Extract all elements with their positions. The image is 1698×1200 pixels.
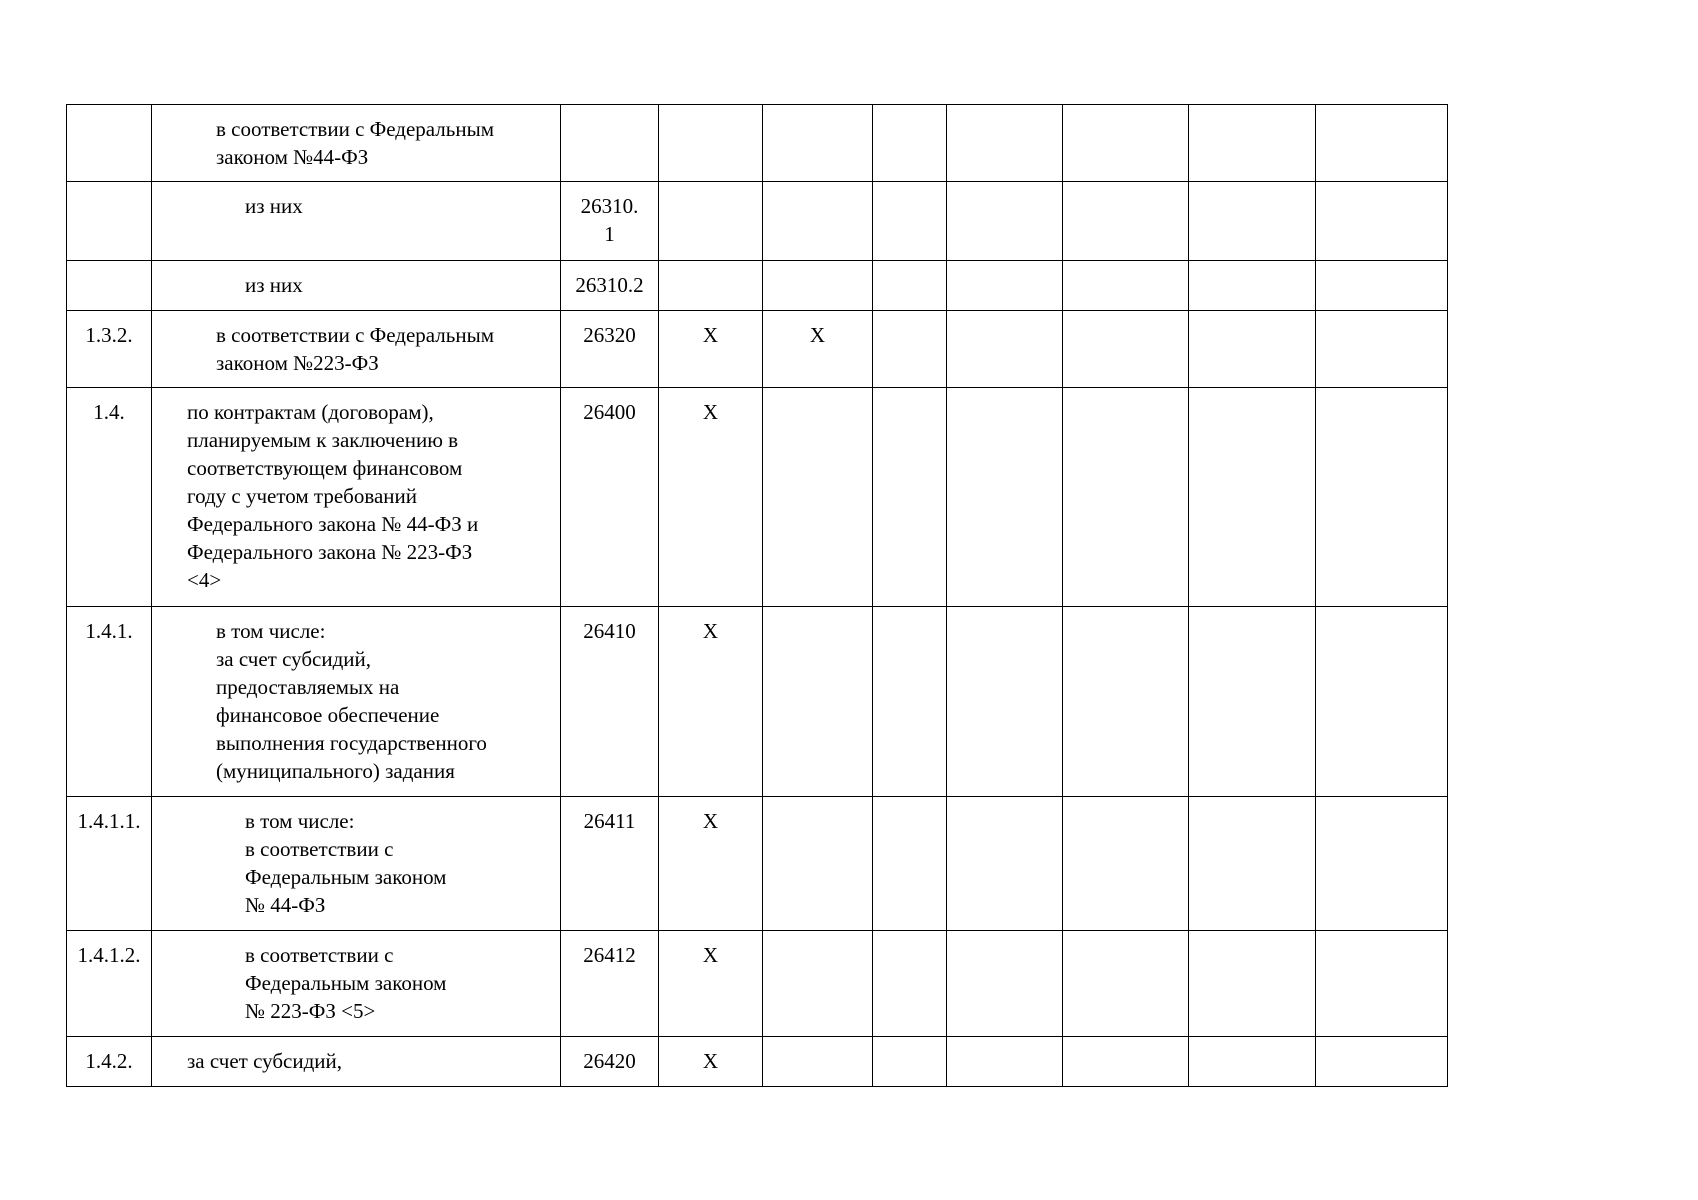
row-name-line: Федеральным законом <box>245 971 447 995</box>
row-code-cell <box>561 797 659 931</box>
table-row <box>67 105 1448 182</box>
row-code-cell <box>561 105 659 182</box>
row-code: 26400 <box>583 400 636 424</box>
row-number-cell <box>67 261 152 311</box>
col5-value: X <box>809 323 826 347</box>
empty-cell-col8 <box>1063 1037 1189 1087</box>
empty-cell-col9 <box>1189 797 1316 931</box>
row-name-cell <box>152 182 561 261</box>
empty-cell-col7 <box>947 607 1063 797</box>
row-name-line: в том числе: <box>216 619 326 643</box>
col4-cell <box>659 105 763 182</box>
empty-cell-col10 <box>1316 931 1448 1037</box>
table-row <box>67 261 1448 311</box>
table-row <box>67 607 1448 797</box>
empty-cell-col6 <box>873 182 947 261</box>
empty-cell-col7 <box>947 1037 1063 1087</box>
row-name-cell <box>152 607 561 797</box>
col5-cell <box>763 388 873 607</box>
empty-cell-col10 <box>1316 105 1448 182</box>
empty-cell-col6 <box>873 388 947 607</box>
empty-cell-col7 <box>947 182 1063 261</box>
row-code: 26412 <box>583 943 636 967</box>
row-code: 26410 <box>583 619 636 643</box>
row-code: 26420 <box>583 1049 636 1073</box>
table-row <box>67 311 1448 388</box>
col5-cell <box>763 182 873 261</box>
empty-cell-col7 <box>947 388 1063 607</box>
empty-cell-col8 <box>1063 105 1189 182</box>
row-name-line: из них <box>245 273 303 297</box>
row-name-line: (муниципального) задания <box>216 759 455 783</box>
row-number-cell <box>67 607 152 797</box>
col5-cell <box>763 105 873 182</box>
row-name-line: планируемым к заключению в <box>187 428 459 452</box>
row-name-line: <4> <box>187 568 222 592</box>
row-name-line: в соответствии с Федеральным <box>216 117 494 141</box>
row-name-line: № 44-ФЗ <box>245 893 326 917</box>
row-name-line: Федерального закона № 223-ФЗ <box>187 540 473 564</box>
row-code-cell <box>561 607 659 797</box>
row-number-cell <box>67 182 152 261</box>
row-code-cell <box>561 931 659 1037</box>
col4-cell <box>659 182 763 261</box>
row-number-cell <box>67 931 152 1037</box>
row-name-cell <box>152 105 561 182</box>
empty-cell-col8 <box>1063 261 1189 311</box>
empty-cell-col10 <box>1316 1037 1448 1087</box>
empty-cell-col6 <box>873 931 947 1037</box>
col5-cell <box>763 931 873 1037</box>
row-name-line: финансовое обеспечение <box>216 703 440 727</box>
row-number-cell <box>67 105 152 182</box>
empty-cell-col9 <box>1189 607 1316 797</box>
col4-cell <box>659 607 763 797</box>
col4-cell <box>659 1037 763 1087</box>
empty-cell-col8 <box>1063 311 1189 388</box>
row-number: 1.4. <box>93 400 125 424</box>
empty-cell-col7 <box>947 931 1063 1037</box>
row-code: 26310. <box>580 194 639 218</box>
col5-cell <box>763 261 873 311</box>
row-name-line: в соответствии с <box>245 943 394 967</box>
row-name-line: году с учетом требований <box>187 484 418 508</box>
row-name-line: Федерального закона № 44-ФЗ и <box>187 512 479 536</box>
empty-cell-col7 <box>947 797 1063 931</box>
row-name-line: выполнения государственного <box>216 731 487 755</box>
row-number: 1.3.2. <box>85 323 133 347</box>
row-number-cell <box>67 797 152 931</box>
col4-cell <box>659 797 763 931</box>
col5-cell <box>763 1037 873 1087</box>
table-body <box>67 105 1448 1087</box>
row-number: 1.4.1.1. <box>77 809 141 833</box>
empty-cell-col6 <box>873 797 947 931</box>
row-code-cell <box>561 1037 659 1087</box>
col4-value: X <box>702 943 719 967</box>
empty-cell-col10 <box>1316 607 1448 797</box>
row-name-line: соответствующем финансовом <box>187 456 463 480</box>
row-name-line: в соответствии с Федеральным <box>216 323 494 347</box>
col4-cell <box>659 311 763 388</box>
col4-value: X <box>702 619 719 643</box>
col4-cell <box>659 388 763 607</box>
row-number: 1.4.1.2. <box>77 943 141 967</box>
empty-cell-col7 <box>947 261 1063 311</box>
empty-cell-col6 <box>873 105 947 182</box>
row-number: 1.4.1. <box>85 619 133 643</box>
row-name-line: № 223-ФЗ <5> <box>245 999 376 1023</box>
empty-cell-col9 <box>1189 1037 1316 1087</box>
row-name-cell <box>152 388 561 607</box>
empty-cell-col6 <box>873 261 947 311</box>
empty-cell-col9 <box>1189 311 1316 388</box>
row-number-cell <box>67 311 152 388</box>
empty-cell-col7 <box>947 311 1063 388</box>
empty-cell-col8 <box>1063 931 1189 1037</box>
row-name-line: из них <box>245 194 303 218</box>
row-name-line: за счет субсидий, <box>216 647 371 671</box>
row-name-line: в том числе: <box>245 809 355 833</box>
empty-cell-col8 <box>1063 797 1189 931</box>
col4-value: X <box>702 400 719 424</box>
row-name-cell <box>152 1037 561 1087</box>
empty-cell-col10 <box>1316 797 1448 931</box>
row-number-cell <box>67 1037 152 1087</box>
empty-cell-col9 <box>1189 105 1316 182</box>
row-code-cell <box>561 182 659 261</box>
empty-cell-col8 <box>1063 607 1189 797</box>
table-row <box>67 1037 1448 1087</box>
table-row <box>67 931 1448 1037</box>
col4-cell <box>659 261 763 311</box>
row-name-line: законом №44-ФЗ <box>216 145 369 169</box>
report-table <box>66 104 1448 1087</box>
empty-cell-col10 <box>1316 182 1448 261</box>
row-code: 26320 <box>583 323 636 347</box>
empty-cell-col9 <box>1189 182 1316 261</box>
row-number-cell <box>67 388 152 607</box>
row-code-cell <box>561 388 659 607</box>
empty-cell-col7 <box>947 105 1063 182</box>
row-code: 26310.2 <box>575 273 644 297</box>
col4-value: X <box>702 1049 719 1073</box>
empty-cell-col10 <box>1316 311 1448 388</box>
row-name-cell <box>152 311 561 388</box>
row-name-line: Федеральным законом <box>245 865 447 889</box>
empty-cell-col6 <box>873 1037 947 1087</box>
row-code-cell <box>561 311 659 388</box>
empty-cell-col9 <box>1189 931 1316 1037</box>
row-code: 1 <box>604 222 615 246</box>
col5-cell <box>763 797 873 931</box>
table-row <box>67 388 1448 607</box>
col4-cell <box>659 931 763 1037</box>
empty-cell-col8 <box>1063 182 1189 261</box>
empty-cell-col6 <box>873 311 947 388</box>
row-name-line: по контрактам (договорам), <box>187 400 434 424</box>
col5-cell <box>763 607 873 797</box>
empty-cell-col9 <box>1189 261 1316 311</box>
empty-cell-col10 <box>1316 388 1448 607</box>
empty-cell-col10 <box>1316 261 1448 311</box>
row-code-cell <box>561 261 659 311</box>
col4-value: X <box>702 809 719 833</box>
row-name-cell <box>152 797 561 931</box>
col4-value: X <box>702 323 719 347</box>
empty-cell-col9 <box>1189 388 1316 607</box>
table-row <box>67 797 1448 931</box>
col5-cell <box>763 311 873 388</box>
row-name-cell <box>152 931 561 1037</box>
empty-cell-col6 <box>873 607 947 797</box>
table-row <box>67 182 1448 261</box>
row-code: 26411 <box>583 809 636 833</box>
row-name-cell <box>152 261 561 311</box>
row-number: 1.4.2. <box>85 1049 133 1073</box>
row-name-line: законом №223-ФЗ <box>216 351 379 375</box>
empty-cell-col8 <box>1063 388 1189 607</box>
row-name-line: за счет субсидий, <box>187 1049 342 1073</box>
row-name-line: в соответствии с <box>245 837 394 861</box>
row-name-line: предоставляемых на <box>216 675 400 699</box>
